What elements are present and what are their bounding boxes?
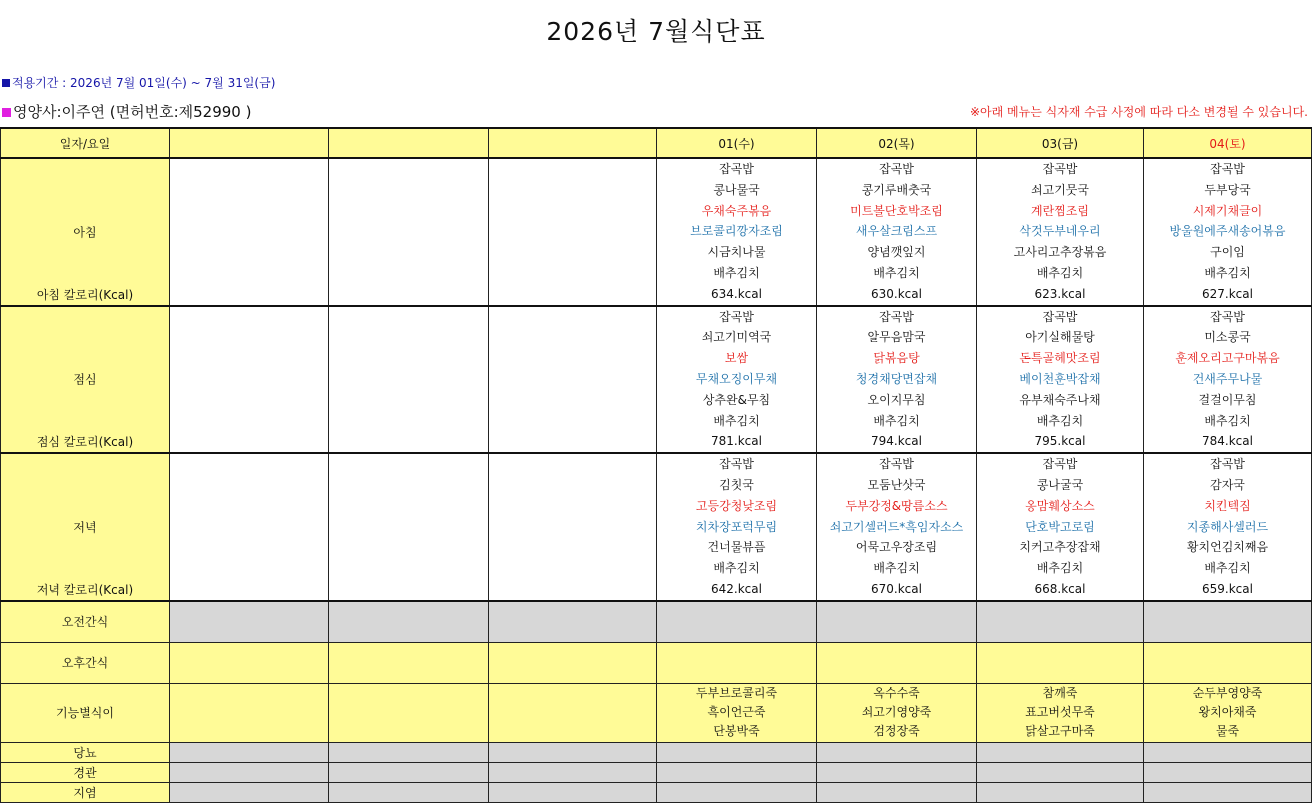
square-bullet-icon [2, 108, 11, 117]
special-diet-label: 기능별식이 [1, 683, 170, 742]
menu-item: 청경채당면잡채 [855, 371, 938, 386]
special-cell-day1 [657, 683, 817, 742]
porridge-item: 참깨죽 [1042, 686, 1078, 701]
menu-item: 황치언김치째음 [1186, 540, 1269, 555]
menu-item: 고등강청낮조림 [695, 498, 778, 513]
menu-item: 시금치나물 [707, 245, 766, 260]
menu-item: 보쌈 [724, 351, 749, 366]
diet-cell [817, 742, 977, 762]
snack-cell [489, 642, 657, 683]
menu-item: 건너물뷰픔 [707, 540, 766, 555]
menu-item: 두부당국 [1204, 182, 1251, 197]
menu-item: 잡곡밥 [879, 457, 914, 472]
snack-cell [977, 642, 1144, 683]
lunch-day-cell [657, 306, 817, 454]
porridge-item: 검정장죽 [873, 724, 920, 739]
menu-item: 상추완&무침 [702, 392, 771, 407]
diet-cell [489, 782, 657, 802]
breakfast-calorie-label: 아침 칼로리(Kcal) [36, 287, 134, 302]
calorie-value: 623.kcal [1034, 286, 1086, 301]
menu-item: 새우살크림스프 [855, 224, 938, 239]
menu-item: 잡곡밥 [719, 457, 754, 472]
menu-item: 옹맘훼상소스 [1025, 498, 1095, 513]
square-bullet-icon [2, 79, 10, 87]
porridge-item: 단봉박죽 [713, 724, 760, 739]
menu-item: 어묵고우장조림 [855, 540, 938, 555]
snack-cell [1144, 642, 1312, 683]
menu-item: 고사리고추장볶음 [1013, 245, 1107, 260]
breakfast-day-cell [817, 158, 977, 306]
empty-cell [170, 158, 329, 306]
menu-item: 건새주무나물 [1192, 371, 1263, 386]
menu-item: 치차장포럭무림 [695, 519, 778, 534]
lunch-row [1, 306, 1312, 454]
page-title: 2026년 7월식단표 [546, 17, 766, 46]
snack-cell [329, 642, 489, 683]
menu-item: 구이임 [1210, 245, 1245, 260]
dinner-label-cell [1, 453, 170, 601]
morning-snack-label: 오전간식 [1, 601, 170, 643]
menu-item: 훈제오리고구마볶음 [1175, 351, 1280, 366]
snack-cell [657, 642, 817, 683]
menu-item: 무채오징이무채 [695, 371, 778, 386]
porridge-item: 순두부영양죽 [1192, 686, 1263, 701]
diet-cell [170, 762, 329, 782]
menu-item: 쇠고기뭇국 [1031, 182, 1089, 197]
day-header: 03(금) [977, 128, 1144, 158]
day-header-saturday: 04(토) [1144, 128, 1312, 158]
porridge-item: 쇠고기영양죽 [861, 705, 932, 720]
calorie-value: 795.kcal [1034, 434, 1086, 449]
snack-cell [170, 642, 329, 683]
dinner-label: 저녁 [73, 520, 97, 535]
menu-item: 잡곡밥 [1210, 457, 1245, 472]
menu-item: 단호박고로림 [1025, 519, 1095, 534]
menu-item: 미소콩국 [1204, 330, 1251, 345]
snack-cell [329, 601, 489, 643]
empty-cell [329, 453, 489, 601]
snack-cell [817, 642, 977, 683]
lunch-calorie-label: 점심 칼로리(Kcal) [36, 435, 134, 450]
porridge-item: 물죽 [1215, 724, 1240, 739]
special-cell [489, 683, 657, 742]
menu-item: 잡곡밥 [719, 309, 754, 324]
empty-cell [329, 158, 489, 306]
menu-item: 배추김치 [713, 265, 760, 280]
menu-item: 배추김치 [1204, 265, 1251, 280]
calorie-value: 781.kcal [711, 434, 762, 449]
afternoon-snack-row [1, 642, 1312, 683]
breakfast-row [1, 158, 1312, 306]
breakfast-day-cell [1144, 158, 1312, 306]
diet-label: 경관 [1, 762, 170, 782]
menu-item: 닭볶음탕 [873, 351, 920, 366]
snack-cell [170, 601, 329, 643]
calorie-value: 627.kcal [1202, 286, 1253, 301]
diet-label: 지염 [1, 782, 170, 802]
diet-cell [489, 762, 657, 782]
menu-item: 계란찜조림 [1031, 203, 1089, 218]
day-header: 02(목) [817, 128, 977, 158]
diet-cell [170, 742, 329, 762]
calorie-value: 794.kcal [871, 434, 922, 449]
diet-cell [977, 742, 1144, 762]
diet-cell [1144, 782, 1312, 802]
dinner-day-cell [1144, 453, 1312, 601]
header-row [1, 128, 1312, 158]
menu-item: 시제기채글이 [1192, 203, 1263, 218]
menu-item: 치커고추장잡채 [1019, 540, 1101, 555]
menu-item: 우채숙주볶음 [701, 203, 772, 218]
menu-item: 지종해사셀러드 [1186, 519, 1269, 534]
special-cell-day2 [817, 683, 977, 742]
menu-item: 배추김치 [1036, 413, 1084, 428]
menu-item: 쇠고기셀러드*흑임자소스 [829, 519, 964, 534]
special-cell [329, 683, 489, 742]
menu-item: 방울원에주새송어볶음 [1169, 224, 1286, 239]
porridge-item: 왕치아채죽 [1198, 705, 1257, 720]
breakfast-label-cell [1, 158, 170, 306]
menu-item: 아기실해물탕 [1025, 330, 1095, 345]
empty-cell [170, 453, 329, 601]
menu-item: 배추김치 [1204, 561, 1251, 576]
calorie-value: 668.kcal [1034, 581, 1086, 596]
dinner-day-cell [977, 453, 1144, 601]
diet-cell [977, 762, 1144, 782]
blank-header [329, 128, 489, 158]
menu-item: 배추김치 [1204, 413, 1251, 428]
menu-item: 배추김치 [873, 413, 920, 428]
menu-item: 삭것두부네우리 [1019, 224, 1101, 239]
header-label: 일자/요일 [1, 128, 170, 158]
porridge-item: 두부브로콜리죽 [695, 686, 778, 701]
lunch-day-cell [1144, 306, 1312, 454]
dinner-row [1, 453, 1312, 601]
snack-cell [1144, 601, 1312, 643]
snack-cell [977, 601, 1144, 643]
lunch-label-cell [1, 306, 170, 454]
menu-item: 양념깻잎지 [867, 245, 926, 260]
menu-item: 잡곡밥 [1042, 162, 1078, 176]
menu-item: 잡곡밥 [879, 162, 914, 176]
calorie-value: 634.kcal [711, 286, 762, 301]
dinner-day-cell [657, 453, 817, 601]
menu-item: 돈특골헤맛조림 [1019, 351, 1101, 366]
notice-text: ※아래 메뉴는 식자재 수급 사정에 따라 다소 변경될 수 있습니다. [969, 105, 1308, 119]
diet-cell [977, 782, 1144, 802]
calorie-value: 784.kcal [1202, 434, 1253, 449]
empty-cell [489, 453, 657, 601]
menu-item: 김칫국 [719, 477, 754, 492]
menu-item: 콩나물국 [713, 182, 760, 197]
special-cell-day4 [1144, 683, 1312, 742]
diet-cell [170, 782, 329, 802]
porridge-item: 닭살고구마죽 [1025, 724, 1095, 739]
menu-item: 배추김치 [1036, 265, 1084, 280]
menu-item: 베이천훈박잡채 [1019, 371, 1101, 386]
menu-item: 모둠난삿국 [867, 477, 926, 492]
menu-item: 오이지무침 [867, 392, 926, 407]
empty-cell [489, 306, 657, 454]
period-line [2, 74, 275, 91]
menu-item: 감자국 [1210, 477, 1245, 492]
porridge-item: 표고버섯무죽 [1025, 705, 1095, 720]
special-cell-day3 [977, 683, 1144, 742]
menu-item: 브로콜리깡자조림 [690, 224, 783, 239]
diet-cell [489, 742, 657, 762]
menu-item: 배추김치 [713, 561, 760, 576]
diet-cell [329, 762, 489, 782]
menu-item: 잡곡밥 [1042, 309, 1078, 324]
menu-table [0, 127, 1312, 803]
day-header: 01(수) [657, 128, 817, 158]
diet-cell [657, 742, 817, 762]
menu-item: 콩기루배춧국 [861, 182, 932, 197]
special-cell [170, 683, 329, 742]
menu-item: 걸걸이무침 [1198, 392, 1257, 407]
menu-item: 배추김치 [713, 413, 760, 428]
menu-item: 배추김치 [1036, 561, 1084, 576]
diet-cell [329, 742, 489, 762]
menu-item: 잡곡밥 [879, 309, 914, 324]
dinner-calorie-label: 저녁 칼로리(Kcal) [36, 582, 134, 597]
lunch-day-cell [817, 306, 977, 454]
empty-cell [170, 306, 329, 454]
menu-item: 치킨텍짐 [1204, 498, 1251, 513]
empty-cell [329, 306, 489, 454]
diet-cell [329, 782, 489, 802]
diet-row-tube [1, 762, 1312, 782]
porridge-item: 흑이언근죽 [707, 705, 766, 720]
period-text: 적용기간 : 2026년 7월 01일(수) ~ 7월 31일(금) [12, 76, 276, 90]
breakfast-day-cell [657, 158, 817, 306]
snack-cell [489, 601, 657, 643]
breakfast-label: 아침 [73, 225, 97, 240]
menu-item: 잡곡밥 [719, 162, 754, 176]
blank-header [170, 128, 329, 158]
calorie-value: 642.kcal [711, 581, 762, 596]
menu-item: 알무음맘국 [867, 330, 926, 345]
diet-cell [657, 762, 817, 782]
calorie-value: 659.kcal [1202, 581, 1253, 596]
calorie-value: 630.kcal [871, 286, 922, 301]
menu-item: 쇠고기미역국 [701, 330, 772, 345]
menu-item: 유부채숙주나채 [1019, 392, 1101, 407]
lunch-day-cell [977, 306, 1144, 454]
diet-row-low-salt [1, 782, 1312, 802]
menu-item: 잡곡밥 [1210, 309, 1245, 324]
diet-label: 당뇨 [1, 742, 170, 762]
menu-item: 배추김치 [873, 561, 920, 576]
snack-cell [657, 601, 817, 643]
diet-cell [1144, 742, 1312, 762]
blank-header [489, 128, 657, 158]
menu-item: 미트볼단호박조림 [850, 203, 943, 218]
dietitian-text: 영양사:이주연 (면허번호:제52990 ) [13, 103, 252, 121]
menu-item: 배추김치 [873, 265, 920, 280]
snack-cell [817, 601, 977, 643]
diet-row-diabetes [1, 742, 1312, 762]
calorie-value: 670.kcal [871, 581, 922, 596]
porridge-item: 옥수수죽 [873, 686, 920, 701]
diet-cell [817, 782, 977, 802]
dinner-day-cell [817, 453, 977, 601]
breakfast-day-cell [977, 158, 1144, 306]
menu-item: 콩나굴국 [1036, 477, 1084, 492]
diet-cell [817, 762, 977, 782]
empty-cell [489, 158, 657, 306]
menu-item: 잡곡밥 [1210, 162, 1245, 176]
menu-item: 잡곡밥 [1042, 457, 1078, 472]
morning-snack-row [1, 601, 1312, 643]
diet-cell [657, 782, 817, 802]
special-diet-row [1, 683, 1312, 742]
afternoon-snack-label: 오후간식 [1, 642, 170, 683]
lunch-label: 점심 [73, 372, 97, 387]
menu-item: 두부강정&땅름소스 [845, 498, 948, 513]
dietitian-line [2, 101, 251, 122]
diet-cell [1144, 762, 1312, 782]
